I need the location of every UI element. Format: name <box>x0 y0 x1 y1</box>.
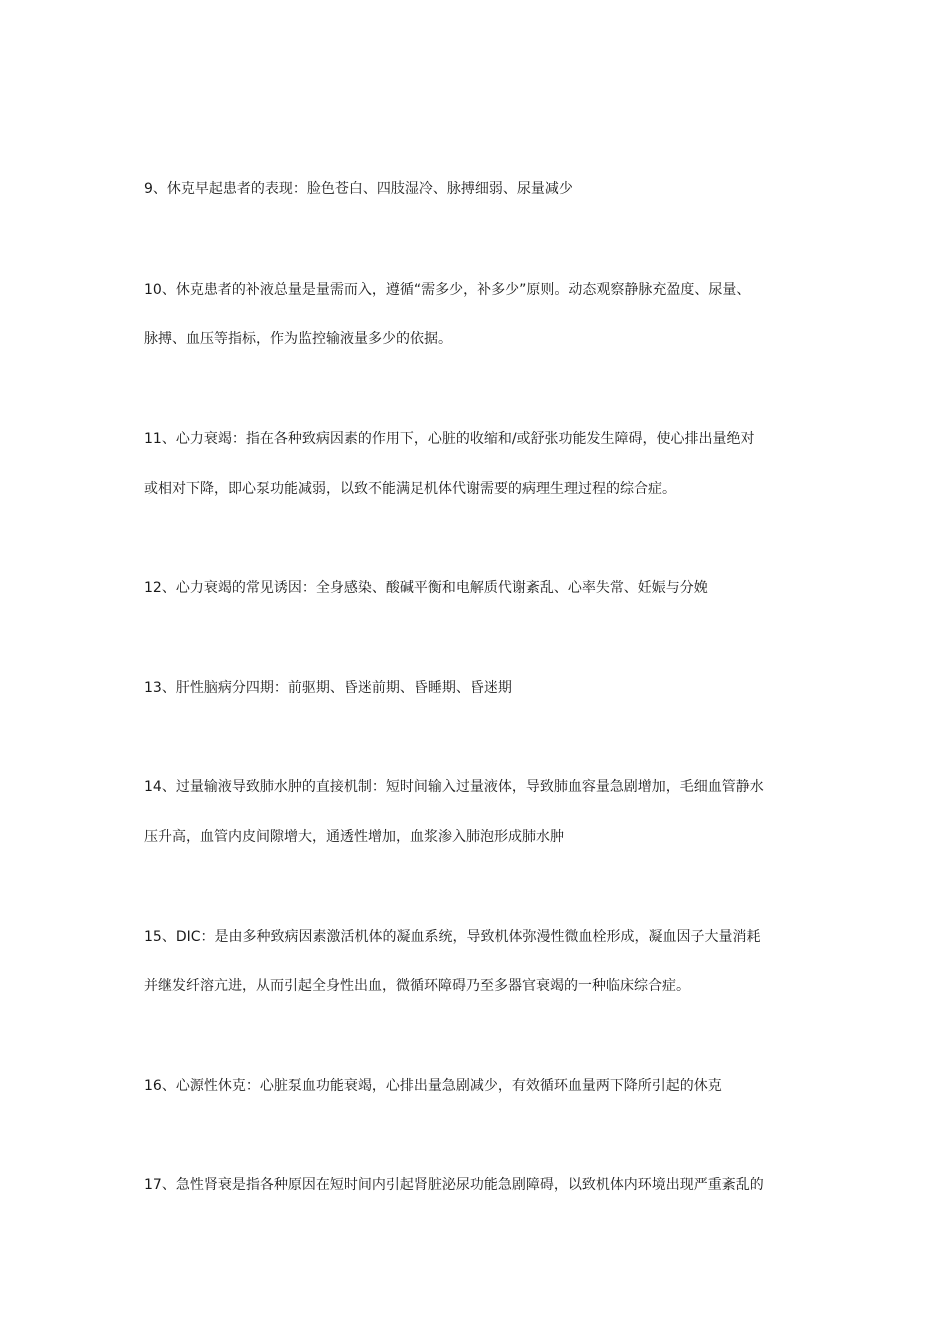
item-17-line-1: 17、急性肾衰是指各种原因在短时间内引起肾脏泌尿功能急剧障碍，以致机体内环境出现严重紊乱的 <box>144 1177 764 1193</box>
item-10-line-2: 脉搏、血压等指标，作为监控输液量多少的依据。 <box>144 331 452 347</box>
item-9-line-1: 9、休克早起患者的表现：脸色苍白、四肢湿冷、脉搏细弱、尿量减少 <box>144 181 573 197</box>
item-14-line-2: 压升高，血管内皮间隙增大，通透性增加，血浆渗入肺泡形成肺水肿 <box>144 829 564 845</box>
item-15-line-2: 并继发纤溶亢进，从而引起全身性出血，微循环障碍乃至多器官衰竭的一种临床综合症。 <box>144 978 690 994</box>
item-14-line-1: 14、过量输液导致肺水肿的直接机制：短时间输入过量液体，导致肺血容量急剧增加，毛细血管静水 <box>144 779 764 795</box>
item-15-line-1: 15、DIC：是由多种致病因素激活机体的凝血系统，导致机体弥漫性微血栓形成，凝血因子大量消耗 <box>144 929 761 945</box>
item-12-line-1: 12、心力衰竭的常见诱因：全身感染、酸碱平衡和电解质代谢紊乱、心率失常、妊娠与分娩 <box>144 580 708 596</box>
item-16-line-1: 16、心源性休克：心脏泵血功能衰竭，心排出量急剧减少，有效循环血量两下降所引起的休克 <box>144 1078 722 1094</box>
item-10-line-1: 10、休克患者的补液总量是量需而入，遵循“需多少，补多少”原则。动态观察静脉充盈度、尿量、 <box>144 282 751 298</box>
item-13-line-1: 13、肝性脑病分四期：前驱期、昏迷前期、昏睡期、昏迷期 <box>144 680 512 696</box>
item-11-line-1: 11、心力衰竭：指在各种致病因素的作用下，心脏的收缩和/或舒张功能发生障碍，使心排出量绝对 <box>144 431 755 447</box>
item-11-line-2: 或相对下降，即心泵功能减弱，以致不能满足机体代谢需要的病理生理过程的综合症。 <box>144 481 676 497</box>
